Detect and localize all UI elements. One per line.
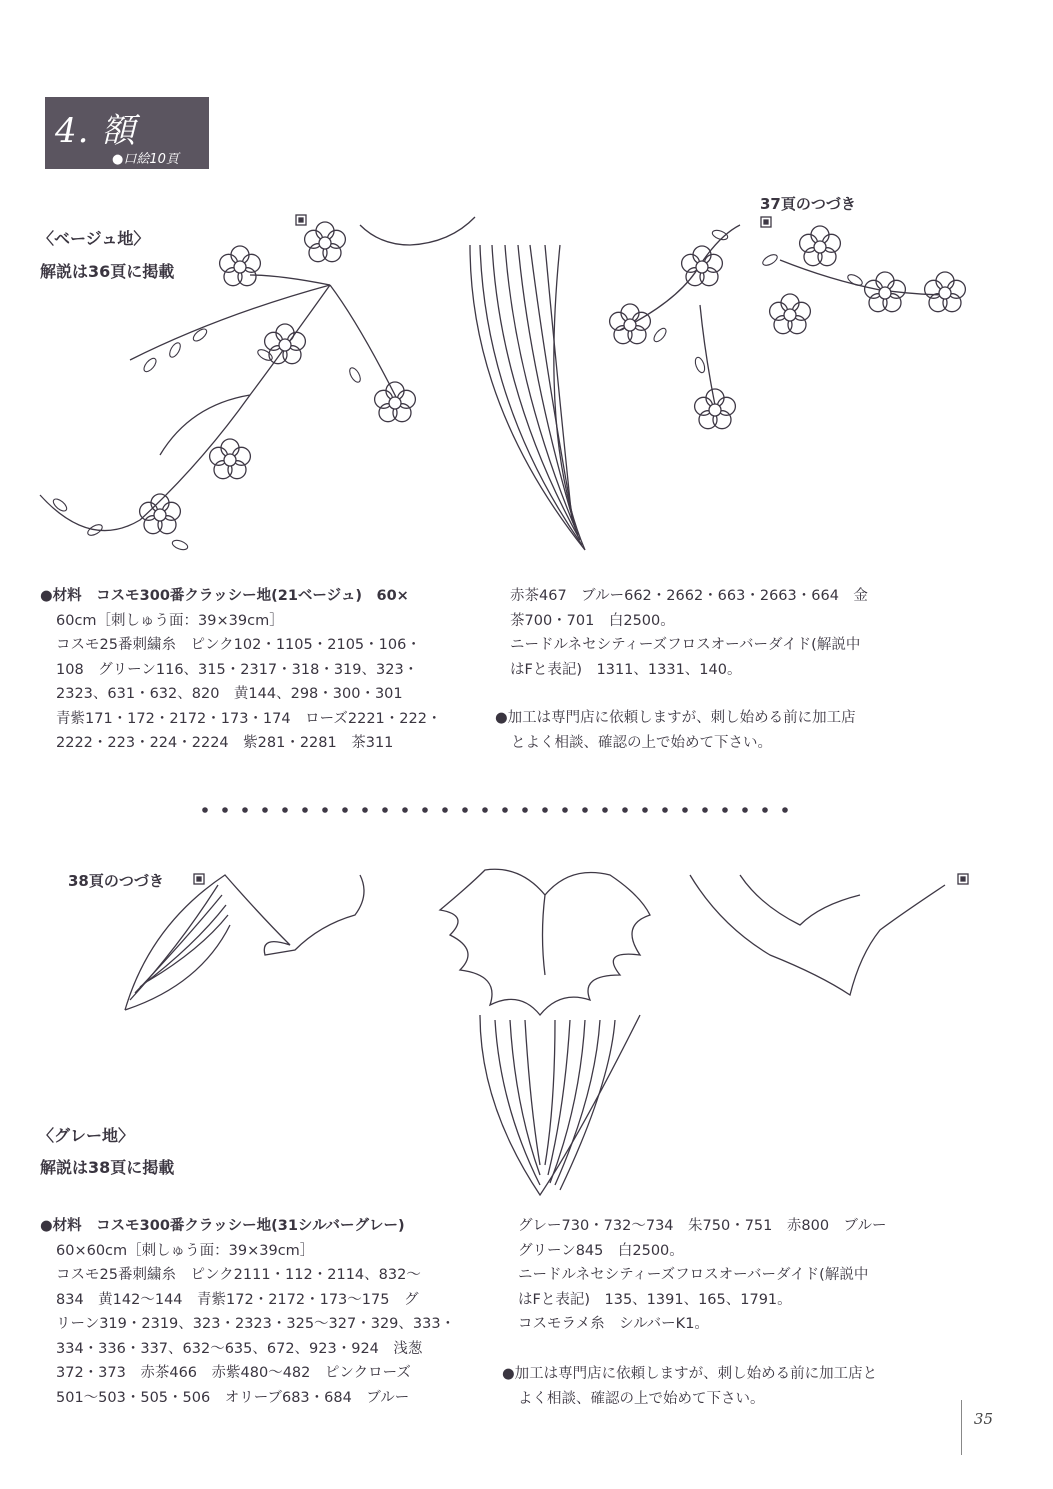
materials-line: ニードルネセシティーズフロスオーバーダイド(解説中 — [510, 637, 861, 653]
materials-line: 334・336・337、632〜635、672、923・924 浅葱 — [56, 1340, 423, 1357]
materials-line: はFと表記) 1311、1331、140。 — [510, 661, 742, 678]
finishing-note-grey — [502, 1362, 877, 1411]
materials-line: 2222・223・224・2224 紫281・2281 茶311 — [56, 735, 394, 751]
finishing-note-beige — [495, 706, 856, 755]
materials-line: ニードルネセシティーズフロスオーバーダイド(解説中 — [518, 1267, 869, 1283]
materials-line: 834 黄142〜144 青紫172・2172・173〜175 グ — [56, 1291, 419, 1308]
materials-line: 赤茶467 ブルー662・2662・663・2663・664 金 — [510, 588, 868, 604]
note-line: とよく相談、確認の上で始めて下さい。 — [511, 734, 772, 751]
materials-line: ●材料 コスモ300番クラッシー地(31シルバーグレー) — [40, 1218, 405, 1234]
materials-line: 60cm［刺しゅう面：39×39cm］ — [56, 612, 284, 629]
materials-line: 501〜503・505・506 オリーブ683・684 ブルー — [56, 1389, 410, 1406]
materials-line: コスモ25番刺繍糸 ピンク102・1105・2105・106・ — [56, 637, 421, 653]
materials-line: コスモラメ糸 シルバーK1。 — [518, 1316, 709, 1332]
note-line: ●加工は専門店に依頼しますが、刺し始める前に加工店と — [502, 1366, 878, 1382]
plate-reference: ●口絵10頁 — [112, 152, 179, 167]
materials-list-beige-right — [510, 584, 868, 682]
materials-line: コスモ25番刺繍糸 ピンク2111・112・2114、832〜 — [56, 1267, 421, 1283]
materials-list-grey-left — [40, 1214, 455, 1410]
materials-line: グリーン845 白2500。 — [518, 1242, 684, 1259]
materials-line: リーン319・2319、323・2323・325〜327・329、333・ — [56, 1316, 456, 1332]
embroidery-pattern-beige — [0, 205, 1053, 560]
materials-line: 108 グリーン116、315・2317・318・319、323・ — [56, 661, 419, 678]
materials-line: 茶700・701 白2500。 — [510, 612, 675, 629]
materials-line: 青紫171・172・2172・173・174 ローズ2221・222・ — [56, 710, 442, 727]
fabric-label-grey: 〈グレー地〉 — [38, 1126, 135, 1145]
materials-line: 2323、631・632、820 黄144、298・300・301 — [56, 686, 403, 702]
instruction-ref-grey: 解説は38頁に掲載 — [40, 1158, 175, 1177]
page-number-rule — [961, 1400, 962, 1455]
section-divider — [200, 801, 800, 813]
materials-line: グレー730・732〜734 朱750・751 赤800 ブルー — [518, 1218, 887, 1234]
fabric-label-beige: 〈ベージュ地〉 — [38, 229, 150, 248]
note-line: よく相談、確認の上で始めて下さい。 — [518, 1390, 765, 1407]
materials-list-beige-left — [40, 584, 441, 756]
instruction-ref-beige: 解説は36頁に掲載 — [40, 262, 175, 281]
embroidery-pattern-grey — [0, 855, 1053, 1200]
continuation-label-37: 37頁のつづき — [760, 195, 856, 213]
page-number: 35 — [973, 1410, 993, 1428]
materials-line: 60×60cm［刺しゅう面：39×39cm］ — [56, 1242, 315, 1259]
materials-line: 372・373 赤茶466 赤紫480〜482 ピンクローズ — [56, 1365, 411, 1381]
materials-list-grey-right — [518, 1214, 886, 1337]
materials-line: はFと表記) 135、1391、165、1791。 — [518, 1291, 792, 1308]
continuation-label-38: 38頁のつづき — [68, 872, 164, 890]
note-line: ●加工は専門店に依頼しますが、刺し始める前に加工店 — [495, 710, 856, 726]
materials-line: ●材料 コスモ300番クラッシー地(21ベージュ) 60× — [40, 588, 409, 604]
section-title: 4. 額 — [55, 111, 137, 151]
